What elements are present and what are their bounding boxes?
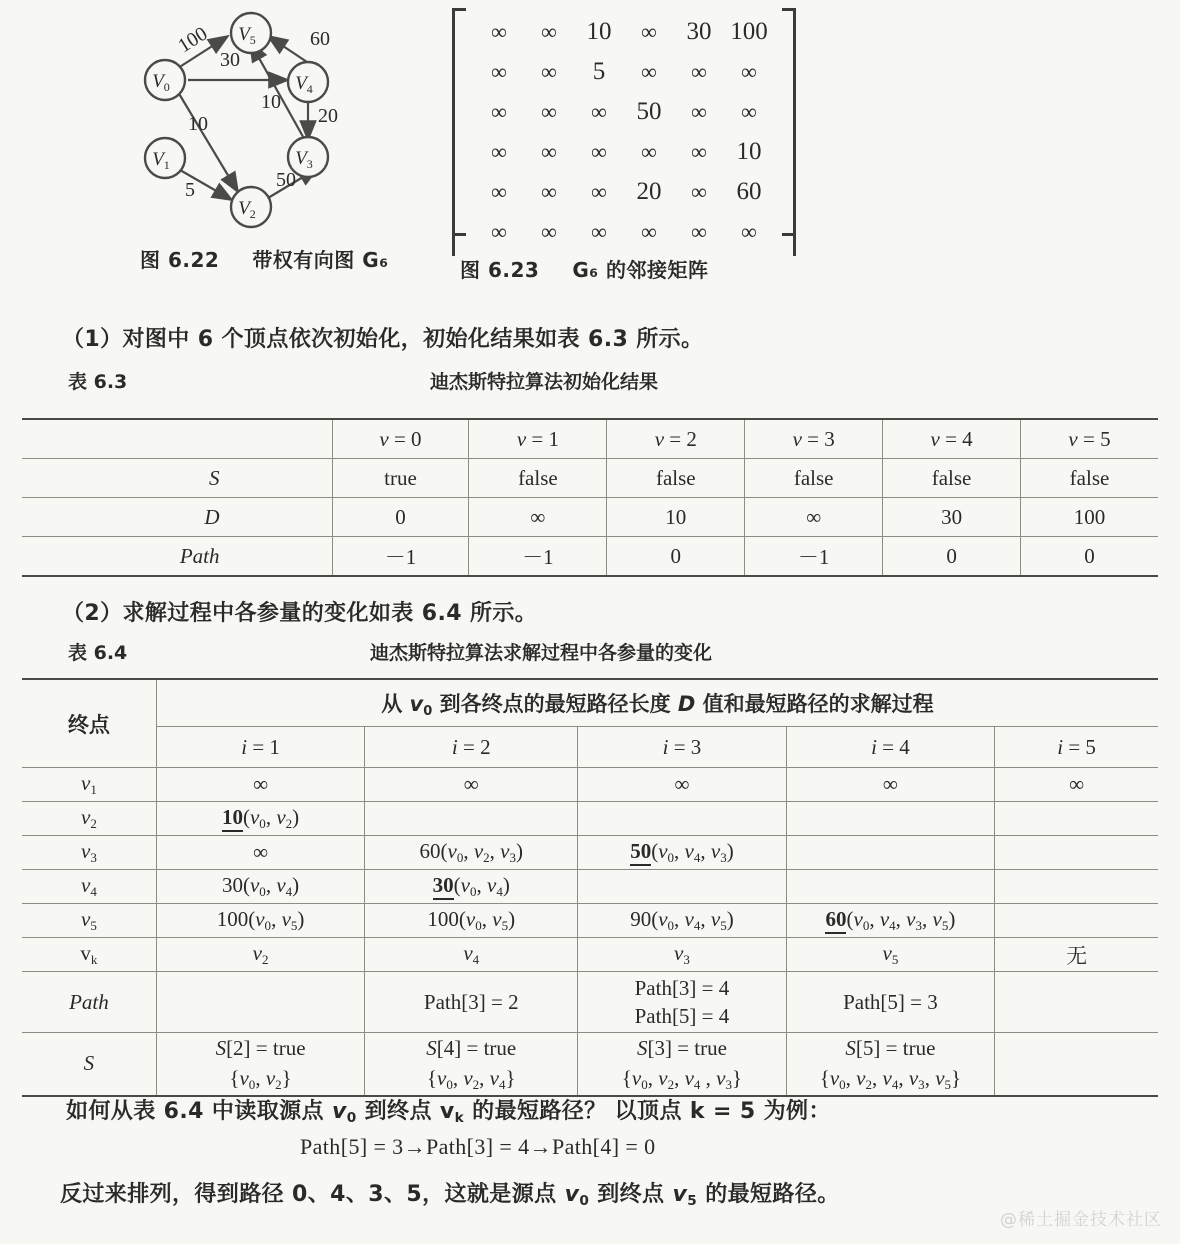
table-64-cell-0-0: ∞ — [156, 768, 364, 802]
table-64-row — [22, 938, 1158, 972]
table-63-cell-1-0: 0 — [332, 498, 469, 537]
table-64-col-header-i1: i = 1 — [156, 727, 364, 768]
matrix-cell-4-4: ∞ — [691, 179, 707, 204]
table-63-col-header-4: v = 3 — [745, 419, 883, 459]
table-64-cell-6-4 — [995, 972, 1158, 1033]
matrix-cell-4-3: 20 — [636, 178, 662, 205]
closing-question: 如何从表 6.4 中读取源点 v0 到终点 vk 的最短路径？ 以顶点 k = 5 为例： — [66, 1099, 831, 1127]
node-label-v0: $V_0$ — [152, 71, 170, 94]
matrix-row — [474, 92, 774, 132]
edge-weight-10-v3v5: 10 — [261, 91, 281, 113]
table-64-cell-0-3: ∞ — [786, 768, 994, 802]
matrix-cell-5-3: ∞ — [641, 219, 657, 244]
weighted-digraph-figure — [120, 0, 440, 240]
closing-conclusion: 反过来排列，得到路径 0、4、3、5，这就是源点 v0 到终点 v5 的最短路径。 — [60, 1182, 840, 1210]
table-63-cell-1-4: 30 — [883, 498, 1021, 537]
table-63-cell-2-5: 0 — [1021, 537, 1158, 577]
table-63-caption-number: 表 6.3 — [68, 371, 128, 393]
paragraph-process-intro: （2）求解过程中各参量的变化如表 6.4 所示。 — [62, 601, 538, 626]
matrix-cell-1-0: ∞ — [491, 59, 507, 84]
table-63-cell-2-2: 0 — [607, 537, 745, 577]
matrix-cell-1-1: ∞ — [541, 59, 557, 84]
table-64-span-header: 从 v0 到各终点的最短路径长度 D 值和最短路径的求解过程 — [156, 679, 1158, 727]
matrix-cell-3-3: ∞ — [641, 139, 657, 164]
table-64-row — [22, 904, 1158, 938]
matrix-cell-3-0: ∞ — [491, 139, 507, 164]
matrix-table — [474, 12, 774, 252]
matrix-cell-5-2: ∞ — [591, 219, 607, 244]
matrix-cell-1-5: ∞ — [741, 59, 757, 84]
table-64-cell-1-2 — [578, 802, 786, 836]
edge-weight-60: 60 — [310, 28, 330, 50]
table-64-row-label-v: v5 — [22, 904, 156, 938]
table-63-cell-0-5: false — [1021, 459, 1158, 498]
table-64-cell-7-1: S[4] = true {v0, v2, v4} — [365, 1033, 578, 1097]
table-63-cell-0-2: false — [607, 459, 745, 498]
figure-623-number: 图 6.23 — [460, 258, 540, 282]
table-64-row — [22, 836, 1158, 870]
matrix-row — [474, 172, 774, 212]
table-64-header-row-top — [22, 679, 1158, 727]
table-63-row — [22, 537, 1158, 577]
table-63-cell-2-4: 0 — [883, 537, 1021, 577]
table-63-row-label-s: S — [22, 459, 332, 498]
node-label-v5: $V_5$ — [238, 24, 256, 47]
table-64-col-header-i3: i = 3 — [578, 727, 786, 768]
table-64-cell-7-2: S[3] = true {v0, v2, v4 , v3} — [578, 1033, 786, 1097]
table-64-cell-5-0: v2 — [156, 938, 364, 972]
table-64-cell-4-3: 60(v0, v4, v3, v5) — [786, 904, 994, 938]
table-64-row — [22, 802, 1158, 836]
table-63-col-header-1: v = 0 — [332, 419, 469, 459]
node-label-v1: $V_1$ — [152, 149, 170, 172]
adjacency-matrix-figure — [452, 8, 796, 261]
matrix-cell-4-5: 60 — [736, 178, 762, 205]
matrix-cell-5-5: ∞ — [741, 219, 757, 244]
table-63-row-label-d: D — [22, 498, 332, 537]
table-63-cell-0-0: true — [332, 459, 469, 498]
figure-622-number: 图 6.22 — [140, 248, 220, 272]
table-64-cell-2-0: ∞ — [156, 836, 364, 870]
table-64-row-label-v: v2 — [22, 802, 156, 836]
table-64-cell-2-4 — [995, 836, 1158, 870]
matrix-row — [474, 12, 774, 52]
table-64-cell-1-4 — [995, 802, 1158, 836]
matrix-cell-3-5: 10 — [736, 138, 762, 165]
matrix-bracket-left — [452, 8, 470, 256]
matrix-cell-0-4: 30 — [686, 18, 712, 45]
table-64-cell-1-1 — [365, 802, 578, 836]
table-64-cell-7-3: S[5] = true {v0, v2, v4, v3, v5} — [786, 1033, 994, 1097]
matrix-cell-4-1: ∞ — [541, 179, 557, 204]
edge-weight-100: 100 — [174, 22, 212, 58]
table-64-cell-4-0: 100(v0, v5) — [156, 904, 364, 938]
table-64-cell-7-4 — [995, 1033, 1158, 1097]
table-63-initialization — [22, 418, 1158, 577]
table-64-cell-2-2: 50(v0, v4, v3) — [578, 836, 786, 870]
table-64-row-label-s: S — [22, 1033, 156, 1097]
table-64-cell-2-1: 60(v0, v2, v3) — [365, 836, 578, 870]
matrix-cell-5-0: ∞ — [491, 219, 507, 244]
figure-623-title: G₆ 的邻接矩阵 — [572, 258, 709, 282]
edge-weight-30: 30 — [220, 49, 240, 71]
matrix-cell-4-0: ∞ — [491, 179, 507, 204]
matrix-cell-0-1: ∞ — [541, 19, 557, 44]
table-63-caption-title: 迪杰斯特拉算法初始化结果 — [430, 371, 659, 393]
table-64-caption-title: 迪杰斯特拉算法求解过程中各参量的变化 — [370, 642, 713, 664]
matrix-cell-2-4: ∞ — [691, 99, 707, 124]
matrix-cell-5-1: ∞ — [541, 219, 557, 244]
site-watermark: @稀土掘金技术社区 — [1000, 1210, 1162, 1230]
table-64-cell-3-1: 30(v0, v4) — [365, 870, 578, 904]
figure-622-title: 带权有向图 G₆ — [252, 248, 389, 272]
matrix-cell-0-5: 100 — [730, 18, 768, 45]
matrix-row — [474, 132, 774, 172]
table-63-row — [22, 498, 1158, 537]
table-64-cell-7-0: S[2] = true {v0, v2} — [156, 1033, 364, 1097]
table-63-cell-1-5: 100 — [1021, 498, 1158, 537]
table-64-cell-5-4: 无 — [995, 938, 1158, 972]
table-64-row-label-path: Path — [22, 972, 156, 1033]
matrix-cell-0-3: ∞ — [641, 19, 657, 44]
table-63-cell-2-1: －1 — [469, 537, 607, 577]
figure-caption-623 — [460, 254, 708, 283]
table-63-row — [22, 459, 1158, 498]
table-64-process — [22, 678, 1158, 1097]
figure-caption-622 — [140, 244, 388, 273]
graph-svg — [120, 0, 440, 240]
matrix-cell-0-0: ∞ — [491, 19, 507, 44]
table-64-row — [22, 768, 1158, 802]
matrix-cell-2-1: ∞ — [541, 99, 557, 124]
table-64-caption-number: 表 6.4 — [68, 642, 128, 664]
matrix-cell-2-2: ∞ — [591, 99, 607, 124]
matrix-cell-4-2: ∞ — [591, 179, 607, 204]
matrix-row — [474, 52, 774, 92]
matrix-row — [474, 212, 774, 252]
edge-weight-50: 50 — [276, 169, 296, 191]
figures-row — [0, 0, 1180, 290]
table-63-col-header-2: v = 1 — [469, 419, 607, 459]
matrix-bracket-right — [778, 8, 796, 256]
matrix-cell-3-4: ∞ — [691, 139, 707, 164]
table-63-col-header-3: v = 2 — [607, 419, 745, 459]
matrix-cell-3-1: ∞ — [541, 139, 557, 164]
table-64-cell-0-1: ∞ — [365, 768, 578, 802]
table-63-cell-0-3: false — [745, 459, 883, 498]
table-64-header-row-i — [22, 727, 1158, 768]
table-63-col-header-5: v = 4 — [883, 419, 1021, 459]
matrix-cell-1-4: ∞ — [691, 59, 707, 84]
table-63-cell-2-0: －1 — [332, 537, 469, 577]
table-64-cell-1-0: 10(v0, v2) — [156, 802, 364, 836]
table-64-cell-6-0 — [156, 972, 364, 1033]
table-63-cell-1-2: 10 — [607, 498, 745, 537]
matrix-cell-2-3: 50 — [636, 98, 662, 125]
matrix-cell-2-0: ∞ — [491, 99, 507, 124]
edge-weight-10-v0v2: 10 — [188, 113, 208, 135]
table-64-row-label-v: v3 — [22, 836, 156, 870]
table-64-cell-5-1: v4 — [365, 938, 578, 972]
table-64-corner-label: 终点 — [22, 679, 156, 768]
table-63-cell-1-3: ∞ — [745, 498, 883, 537]
table-63-cell-1-1: ∞ — [469, 498, 607, 537]
table-64-cell-3-4 — [995, 870, 1158, 904]
table-64-cell-6-2: Path[3] = 4 Path[5] = 4 — [578, 972, 786, 1033]
table-63-cell-0-4: false — [883, 459, 1021, 498]
table-64-row-label-v: v1 — [22, 768, 156, 802]
table-64-cell-3-0: 30(v0, v4) — [156, 870, 364, 904]
table-64-row — [22, 870, 1158, 904]
table-64-cell-5-3: v5 — [786, 938, 994, 972]
table-64-cell-4-1: 100(v0, v5) — [365, 904, 578, 938]
table-64-row-label-v: v4 — [22, 870, 156, 904]
table-64-cell-5-2: v3 — [578, 938, 786, 972]
table-63-header-row — [22, 419, 1158, 459]
table-64-cell-3-2 — [578, 870, 786, 904]
table-63-row-label-path: Path — [22, 537, 332, 577]
matrix-cell-0-2: 10 — [586, 18, 612, 45]
table-64-cell-6-3: Path[5] = 3 — [786, 972, 994, 1033]
matrix-cell-2-5: ∞ — [741, 99, 757, 124]
node-label-v3: $V_3$ — [295, 148, 313, 171]
matrix-cell-5-4: ∞ — [691, 219, 707, 244]
table-64-cell-0-4: ∞ — [995, 768, 1158, 802]
path-chain-line: Path[5] = 3→Path[3] = 4→Path[4] = 0 — [300, 1134, 656, 1159]
edge-v0-v2 — [178, 92, 238, 192]
table-64-col-header-i2: i = 2 — [365, 727, 578, 768]
table-64-cell-3-3 — [786, 870, 994, 904]
node-label-v2: $V_2$ — [238, 198, 256, 221]
table-64-row — [22, 972, 1158, 1033]
table-64-col-header-i4: i = 4 — [786, 727, 994, 768]
matrix-cell-3-2: ∞ — [591, 139, 607, 164]
paragraph-init-intro: （1）对图中 6 个顶点依次初始化，初始化结果如表 6.3 所示。 — [62, 327, 704, 352]
table-63-col-header-6: v = 5 — [1021, 419, 1158, 459]
table-64-cell-4-4 — [995, 904, 1158, 938]
table-64-col-header-i5: i = 5 — [995, 727, 1158, 768]
table-64-cell-4-2: 90(v0, v4, v5) — [578, 904, 786, 938]
table-64-cell-0-2: ∞ — [578, 768, 786, 802]
table-64-cell-2-3 — [786, 836, 994, 870]
edge-weight-20: 20 — [318, 105, 338, 127]
table-64-cell-6-1: Path[3] = 2 — [365, 972, 578, 1033]
table-64-row — [22, 1033, 1158, 1097]
edge-weight-5: 5 — [185, 179, 195, 201]
table-63-cell-2-3: －1 — [745, 537, 883, 577]
table-64-cell-1-3 — [786, 802, 994, 836]
table-63-cell-0-1: false — [469, 459, 607, 498]
table-63-corner — [22, 419, 332, 459]
table-64-row-label-vk: vk — [22, 938, 156, 972]
node-label-v4: $V_4$ — [295, 73, 313, 96]
matrix-cell-1-3: ∞ — [641, 59, 657, 84]
matrix-cell-1-2: 5 — [592, 58, 606, 85]
